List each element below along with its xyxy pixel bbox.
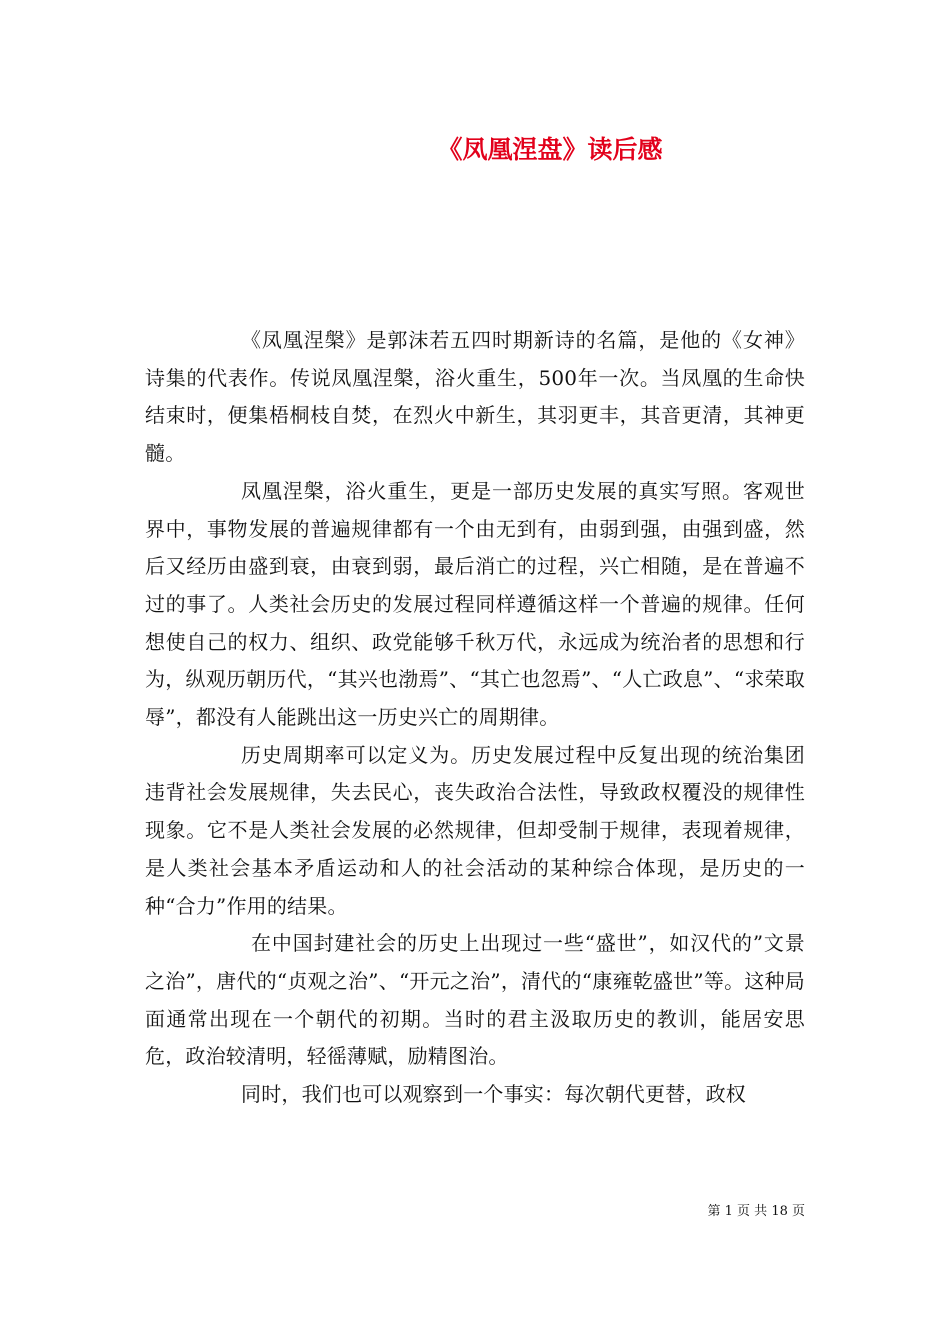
paragraph: 在中国封建社会的历史上出现过一些“盛世”，如汉代的”文景之治”，唐代的“贞观之治”、“开元之治”，清代的“康雍乾盛世”等。这种局面通常出现在一个朝代的初期。当时的君主汲取历史的教训，能居安思危，政治较清明，轻徭薄赋，励精图治。 [145,931,805,1069]
document-body [145,322,805,1114]
document-title: 《凤凰涅盘》读后感 [437,135,663,164]
page-number-footer: 第 1 页 共 18 页 [707,1204,805,1219]
paragraph: 凤凰涅槃，浴火重生，更是一部历史发展的真实写照。客观世界中，事物发展的普遍规律都有一个由无到有，由弱到强，由强到盛，然后又经历由盛到衰，由衰到弱，最后消亡的过程，兴亡相随，是在普遍不过的事了。人类社会历史的发展过程同样遵循这样一个普遍的规律。任何想使自己的权力、组织、政党能够千秋万代，永远成为统治者的思想和行为，纵观历朝历代，“其兴也渤焉”、“其亡也忽焉”、“人亡政息”、“求荣取辱”，都没有人能跳出这一历史兴亡的周期律。 [145,478,805,730]
paragraph: 《凤凰涅槃》是郭沫若五四时期新诗的名篇，是他的《女神》诗集的代表作。传说凤凰涅槃，浴火重生，500年一次。当凤凰的生命快结束时，便集梧桐枝自焚，在烈火中新生，其羽更丰，其音更清，其神更髓。 [145,328,805,466]
paragraph: 历史周期率可以定义为。历史发展过程中反复出现的统治集团违背社会发展规律，失去民心，丧失政治合法性，导致政权覆没的规律性现象。它不是人类社会发展的必然规律，但却受制于规律，表现着规律，是人类社会基本矛盾运动和人的社会活动的某种综合体现，是历史的一种“合力”作用的结果。 [145,742,805,918]
paragraph: 同时，我们也可以观察到一个事实：每次朝代更替，政权 [241,1082,746,1107]
